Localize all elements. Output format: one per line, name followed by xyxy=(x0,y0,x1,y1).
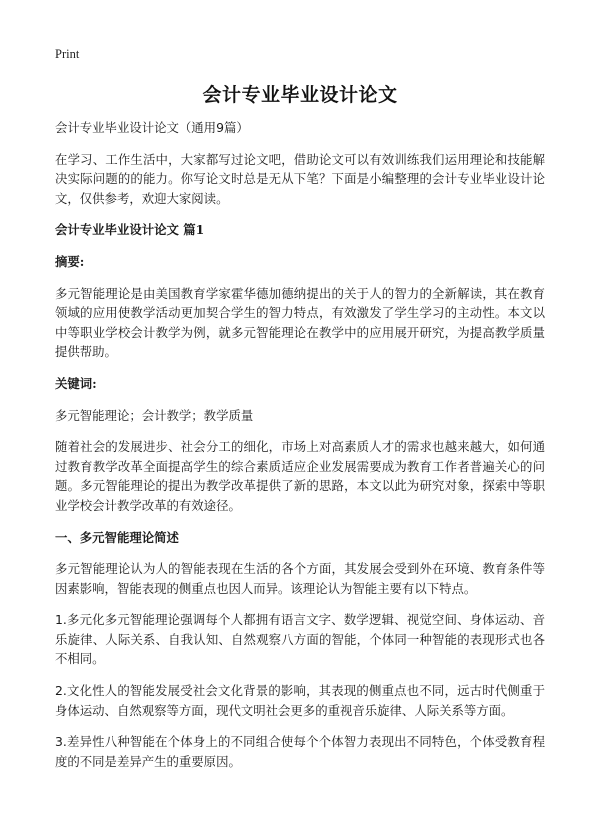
abstract-heading: 摘要: xyxy=(55,253,85,269)
print-link[interactable]: Print xyxy=(55,47,80,61)
list-item-point-3: 3.差异性八种智能在个体身上的不同组合使每个个体智力表现出不同特色，个体受教育程度的不同是差异产生的重要原因。 xyxy=(55,734,545,769)
keywords-paragraph: 多元智能理论；会计教学；教学质量 xyxy=(55,407,254,423)
abstract-paragraph: 多元智能理论是由美国教育学家霍华德加德纳提出的关于人的智力的全新解读，其在教育领域的应用使教学活动更加契合学生的智力特点，有效激发了学生学习的主动性。本文以中等职业学校会计教学为例，就多元智能理论在教学中的应用展开研究，为提高教学质量提供帮助。 xyxy=(55,285,545,360)
keywords-heading: 关键词: xyxy=(55,375,97,391)
intro-paragraph: 在学习、工作生活中，大家都写过论文吧，借助论文可以有效训练我们运用理论和技能解决实际问题的的能力。你写论文时总是无从下笔？下面是小编整理的会计专业毕业设计论文，仅供参考，欢迎大家阅读。 xyxy=(55,151,545,206)
list-item-point-1: 1.多元化多元智能理论强调每个人都拥有语言文字、数学逻辑、视觉空间、身体运动、音乐旋律、人际关系、自我认知、自然观察八方面的智能，个体同一种智能的表现形式也各不相同。 xyxy=(55,612,545,667)
chapter-heading: 会计专业毕业设计论文 篇1 xyxy=(55,222,205,238)
section-heading: 一、多元智能理论简述 xyxy=(55,529,179,545)
document-body xyxy=(55,118,545,783)
section-intro-paragraph: 多元智能理论认为人的智能表现在生活的各个方面，其发展会受到外在环境、教育条件等因素影响，智能表现的侧重点也因人而异。该理论认为智能主要有以下特点。 xyxy=(55,561,545,596)
body-paragraph: 随着社会的发展进步、社会分工的细化，市场上对高素质人才的需求也越来越大，如何通过教育教学改革全面提高学生的综合素质适应企业发展需要成为教育工作者普遍关心的问题。多元智能理论的提出为教学改革提供了新的思路，本文以此为研究对象，探索中等职业学校会计教学改革的有效途径。 xyxy=(55,439,545,513)
document-subtitle: 会计专业毕业设计论文（通用9篇） xyxy=(55,120,249,135)
document-title: 会计专业毕业设计论文 xyxy=(202,84,398,106)
list-item-point-2: 2.文化性人的智能发展受社会文化背景的影响，其表现的侧重点也不同，远古时代侧重于身体运动、自然观察等方面，现代文明社会更多的重视音乐旋律、人际关系等方面。 xyxy=(55,683,545,718)
